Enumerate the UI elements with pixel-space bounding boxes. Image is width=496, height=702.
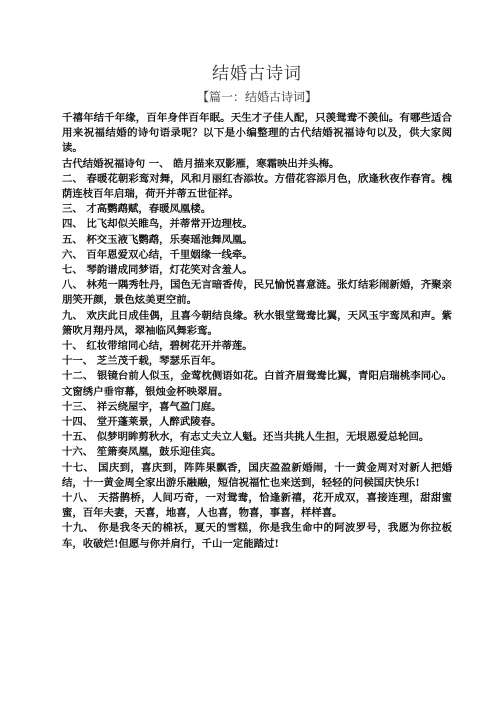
- paragraph-poem-19: 十九、 你是我冬天的棉袄，夏天的雪糕，你是我生命中的阿波罗号，我愿为你拉板车，收破烂!但愿与你并肩行，千山一定能踏过!: [62, 522, 452, 550]
- paragraph-poem-1: 古代结婚祝福诗句 一、 皓月描来双影雁，寒霜映出并头梅。: [62, 157, 340, 170]
- paragraph-poem-2: 二、 春暖花朝彩鸾对舞，风和月丽红杏添妆。方借花容添月色，欣逢秋夜作春宵。槐荫连枝百年启瑞，荷开并蒂五世征祥。: [62, 172, 452, 201]
- paragraph-poem-8: 八、 林苑一隅秀牡丹，国色无言暗香传，民兄愉悦喜意涟。张灯结彩闹新婚，齐聚亲朋笑开颜，景色炫美更空前。: [62, 279, 452, 307]
- paragraph-poem-14: 十四、 堂开蓬莱景，人醉武陵春。: [62, 416, 222, 429]
- document-title: 结婚古诗词: [212, 64, 302, 84]
- section-heading: 【篇一：结婚古诗词】: [196, 90, 317, 104]
- paragraph-poem-15: 十五、 似梦明眸剪秋水，有志丈夫立人魁。还当共挑人生担，无垠恩爱总轮回。: [62, 431, 430, 444]
- paragraph-poem-11: 十一、 芝兰茂千载，琴瑟乐百年。: [62, 355, 222, 368]
- paragraph-poem-9: 九、 欢庆此日成佳偶，且喜今朝结良缘。秋水银堂鸳鸯比翼，天风玉宇鸾凤和声。紫箫吹月翔丹凤，翠袖临风舞彩鸾。: [62, 309, 452, 337]
- paragraph-poem-17: 十七、 国庆到，喜庆到，阵阵果飘香，国庆盈盈新婚闹，十一黄金周对对新人把婚结，十一黄金周全家出游乐融融，短信祝福忙也来送到，轻轻的问候国庆快乐!: [62, 461, 452, 489]
- paragraph-intro: 千禧年结千年缘，百年身伴百年眠。天生才子佳人配，只羡鸳鸯不羡仙。有哪些适合用来祝福结婚的诗句语录呢？以下是小编整理的古代结婚祝福诗句以及，供大家阅读。: [62, 112, 452, 155]
- paragraph-poem-16: 十六、 笙箫奏凤凰，鼓乐迎佳宾。: [62, 446, 222, 459]
- paragraph-poem-10: 十、 红妆带绾同心结，碧树花开并蒂莲。: [62, 340, 253, 353]
- paragraph-poem-4: 四、 比飞却似关睢鸟，并蒂常开边理枝。: [62, 218, 253, 231]
- paragraph-poem-18: 十八、 天搭鹊桥，人间巧奇，一对鸳鸯，恰逢新禧，花开成双，喜接连理，甜甜蜜蜜，百年夫妻，天喜，地喜，人也喜，物喜，事喜，样样喜。: [62, 492, 452, 520]
- paragraph-poem-3: 三、 才高鹦鹉赋，春暖凤凰楼。: [62, 203, 212, 216]
- paragraph-poem-5: 五、 杯交玉液飞鹦鹉，乐奏瑶池舞凤凰。: [62, 233, 253, 246]
- paragraph-poem-12: 十二、 银镜台前人似玉，金莺枕侧语如花。白首齐眉鸳鸯比翼，青阳启瑞桃李同心。文窗绣户垂帘幕，银烛金杯映翠眉。: [62, 370, 452, 398]
- paragraph-poem-6: 六、 百年恩爱双心结，千里姻缘一线牵。: [62, 248, 253, 261]
- paragraph-poem-13: 十三、 祥云绕屋宇，喜气盈门庭。: [62, 400, 222, 413]
- paragraph-poem-7: 七、 琴韵谱成同梦语，灯花笑对含羞人。: [62, 264, 253, 277]
- document-body: [62, 111, 452, 552]
